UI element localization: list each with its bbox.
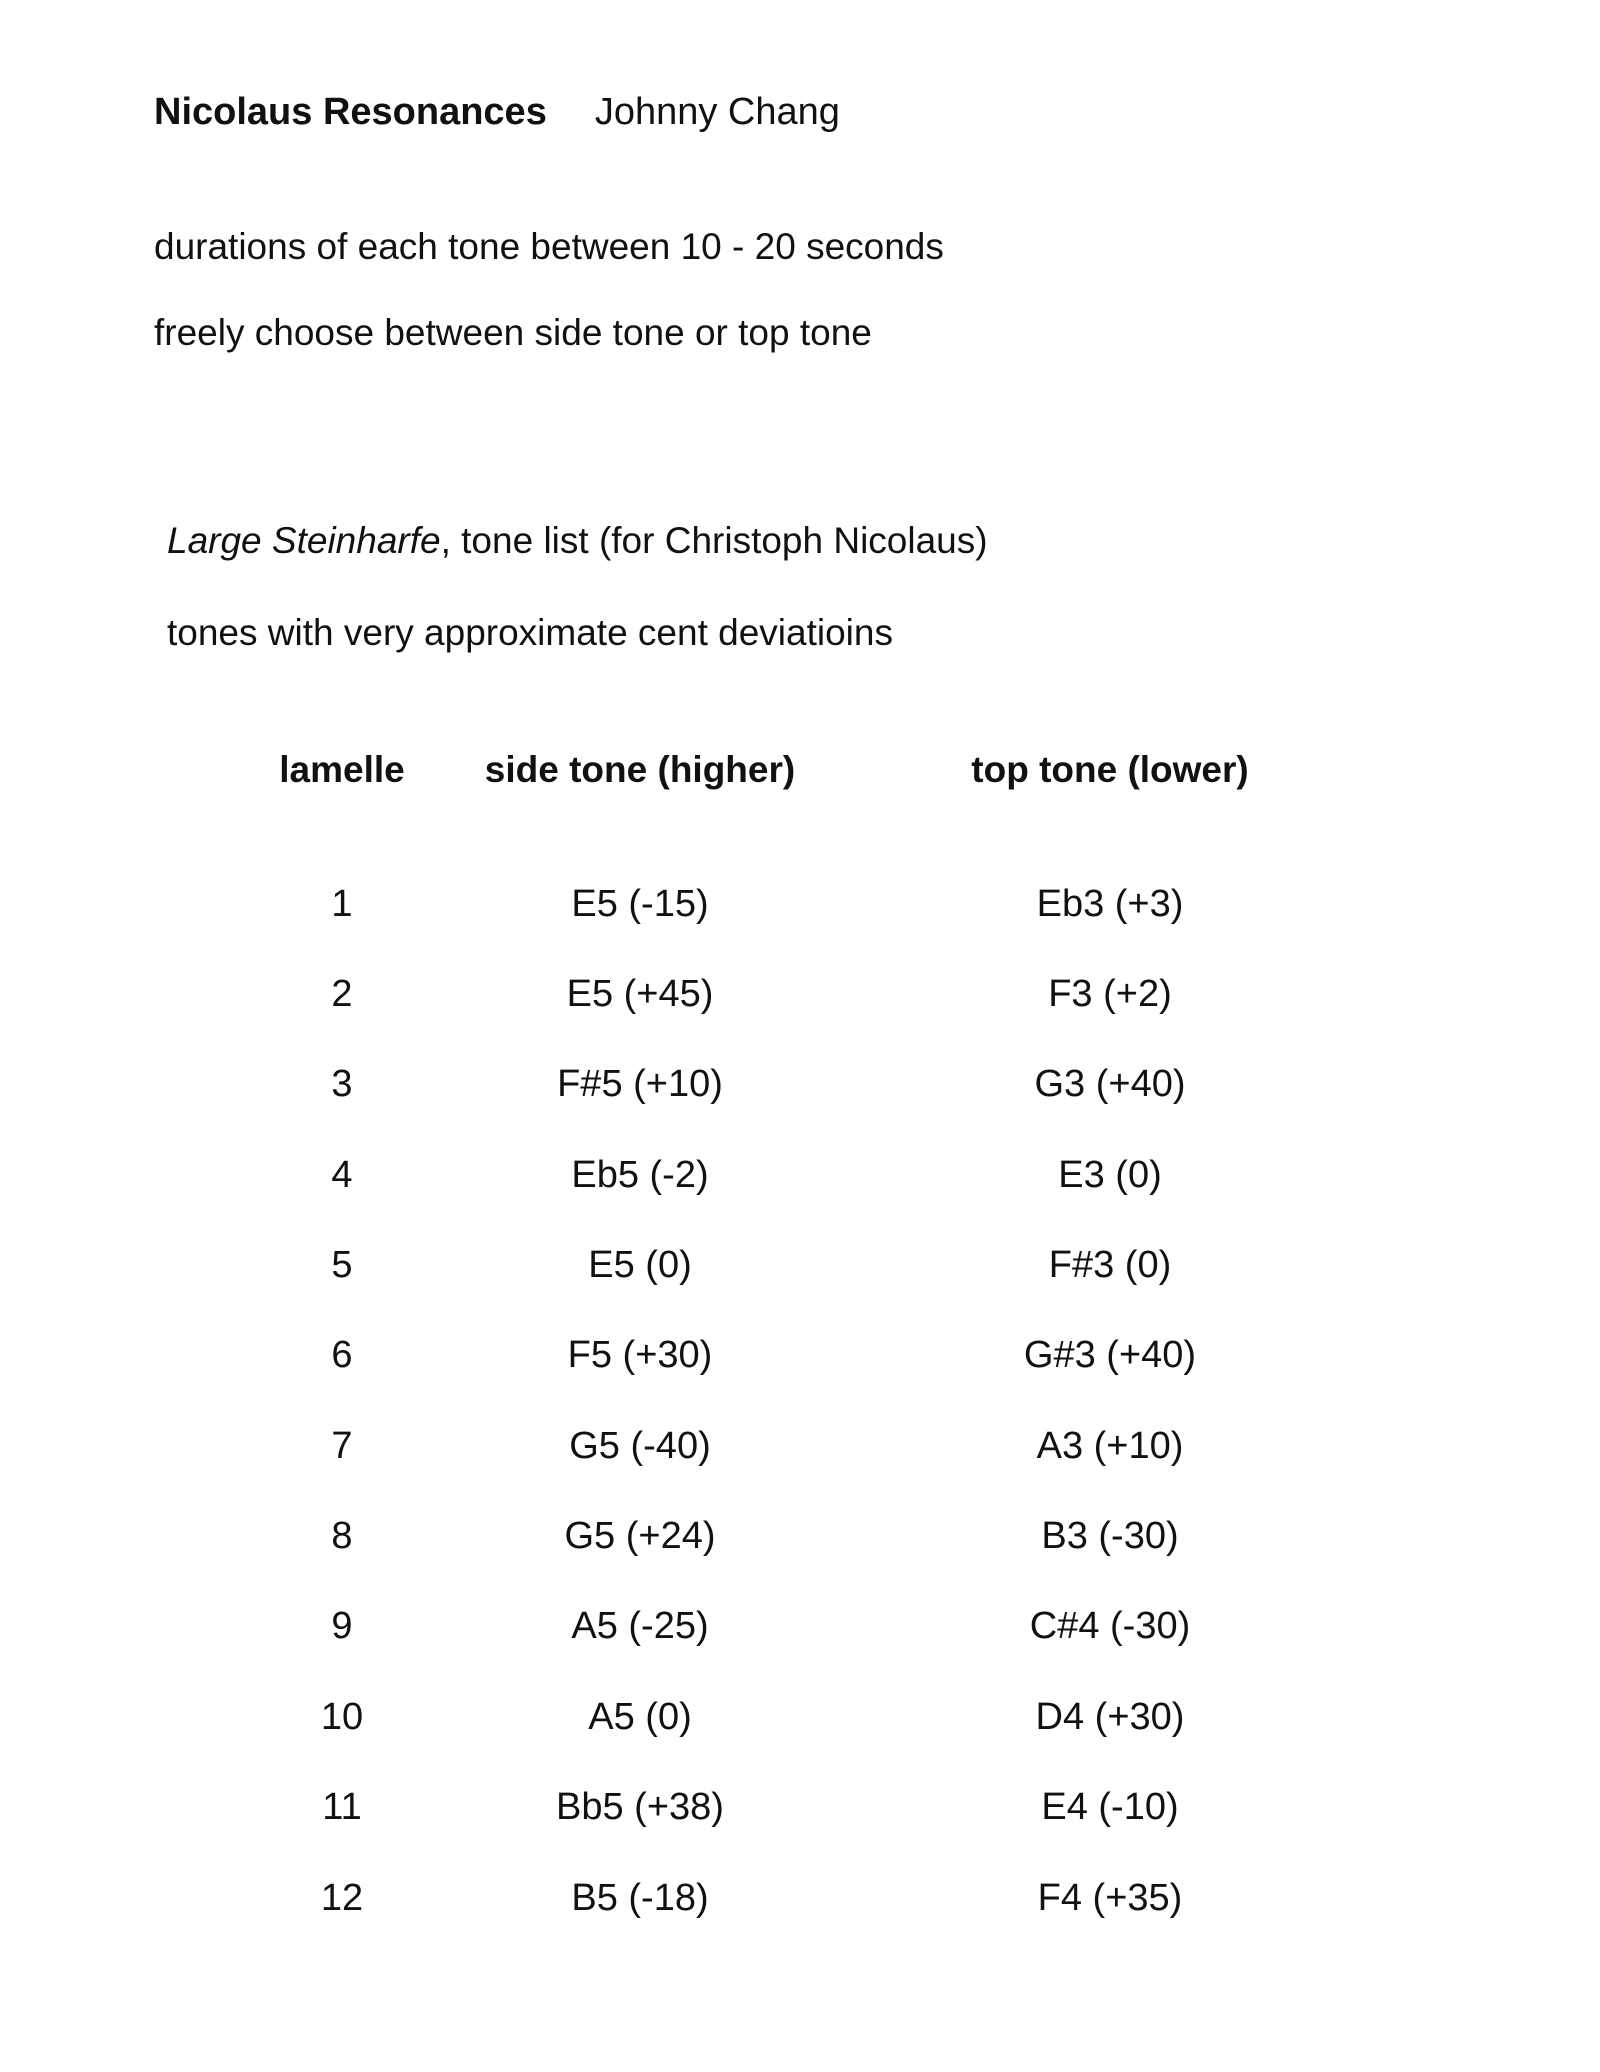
table-row bbox=[0, 966, 1600, 1022]
lamelle-cell: 1 bbox=[331, 883, 353, 925]
lamelle-cell: 3 bbox=[331, 1063, 353, 1105]
table-row bbox=[0, 1056, 1600, 1112]
instruction-duration: durations of each tone between 10 - 20 seconds bbox=[154, 226, 944, 267]
table-row bbox=[0, 1237, 1600, 1293]
lamelle-cell: 4 bbox=[331, 1154, 353, 1196]
lamelle-cell: 8 bbox=[331, 1515, 353, 1557]
side-tone-cell: E5 (0) bbox=[588, 1244, 692, 1286]
top-tone-cell: G3 (+40) bbox=[1034, 1063, 1186, 1105]
table-row bbox=[0, 1147, 1600, 1203]
top-tone-cell: D4 (+30) bbox=[1035, 1696, 1185, 1738]
tone-list-heading-rest: , tone list (for Christoph Nicolaus) bbox=[440, 520, 988, 561]
top-tone-cell: C#4 (-30) bbox=[1029, 1605, 1191, 1647]
top-tone-cell: F#3 (0) bbox=[1048, 1244, 1172, 1286]
side-tone-cell: G5 (+24) bbox=[564, 1515, 716, 1557]
tone-list-subheading: tones with very approximate cent deviatioins bbox=[167, 612, 893, 653]
top-tone-cell: E3 (0) bbox=[1058, 1154, 1162, 1196]
piece-title: Nicolaus Resonances bbox=[154, 91, 547, 133]
lamelle-cell: 7 bbox=[331, 1425, 353, 1467]
lamelle-cell: 10 bbox=[320, 1696, 364, 1738]
column-header-lamelle: lamelle bbox=[279, 749, 405, 790]
lamelle-cell: 12 bbox=[320, 1877, 364, 1919]
document-header bbox=[154, 84, 840, 140]
table-row bbox=[0, 1327, 1600, 1383]
top-tone-cell: A3 (+10) bbox=[1036, 1425, 1184, 1467]
table-row bbox=[0, 1870, 1600, 1926]
top-tone-cell: F4 (+35) bbox=[1037, 1877, 1183, 1919]
side-tone-cell: F#5 (+10) bbox=[557, 1063, 723, 1105]
composer-name: Johnny Chang bbox=[594, 91, 840, 133]
lamelle-cell: 2 bbox=[331, 973, 353, 1015]
side-tone-cell: B5 (-18) bbox=[571, 1877, 709, 1919]
side-tone-cell: A5 (0) bbox=[588, 1696, 692, 1738]
side-tone-cell: G5 (-40) bbox=[569, 1425, 711, 1467]
table-row bbox=[0, 876, 1600, 932]
lamelle-cell: 6 bbox=[331, 1334, 353, 1376]
instrument-name: Large Steinharfe bbox=[167, 520, 441, 561]
column-header-top-tone: top tone (lower) bbox=[971, 749, 1249, 790]
lamelle-cell: 11 bbox=[322, 1786, 362, 1828]
top-tone-cell: B3 (-30) bbox=[1041, 1515, 1179, 1557]
side-tone-cell: F5 (+30) bbox=[567, 1334, 713, 1376]
side-tone-cell: Eb5 (-2) bbox=[571, 1154, 709, 1196]
tone-list-heading bbox=[167, 516, 988, 566]
top-tone-cell: F3 (+2) bbox=[1048, 973, 1172, 1015]
table-row bbox=[0, 1418, 1600, 1474]
table-row bbox=[0, 1689, 1600, 1745]
table-row bbox=[0, 1779, 1600, 1835]
table-row bbox=[0, 1508, 1600, 1564]
side-tone-cell: E5 (+45) bbox=[566, 973, 714, 1015]
side-tone-cell: E5 (-15) bbox=[571, 883, 709, 925]
table-row bbox=[0, 1598, 1600, 1654]
top-tone-cell: G#3 (+40) bbox=[1023, 1334, 1197, 1376]
lamelle-cell: 9 bbox=[331, 1605, 353, 1647]
instruction-choice: freely choose between side tone or top tone bbox=[154, 312, 872, 353]
top-tone-cell: E4 (-10) bbox=[1041, 1786, 1179, 1828]
lamelle-cell: 5 bbox=[331, 1244, 353, 1286]
side-tone-cell: Bb5 (+38) bbox=[556, 1786, 724, 1828]
side-tone-cell: A5 (-25) bbox=[571, 1605, 709, 1647]
column-header-side-tone: side tone (higher) bbox=[484, 749, 796, 790]
top-tone-cell: Eb3 (+3) bbox=[1036, 883, 1184, 925]
